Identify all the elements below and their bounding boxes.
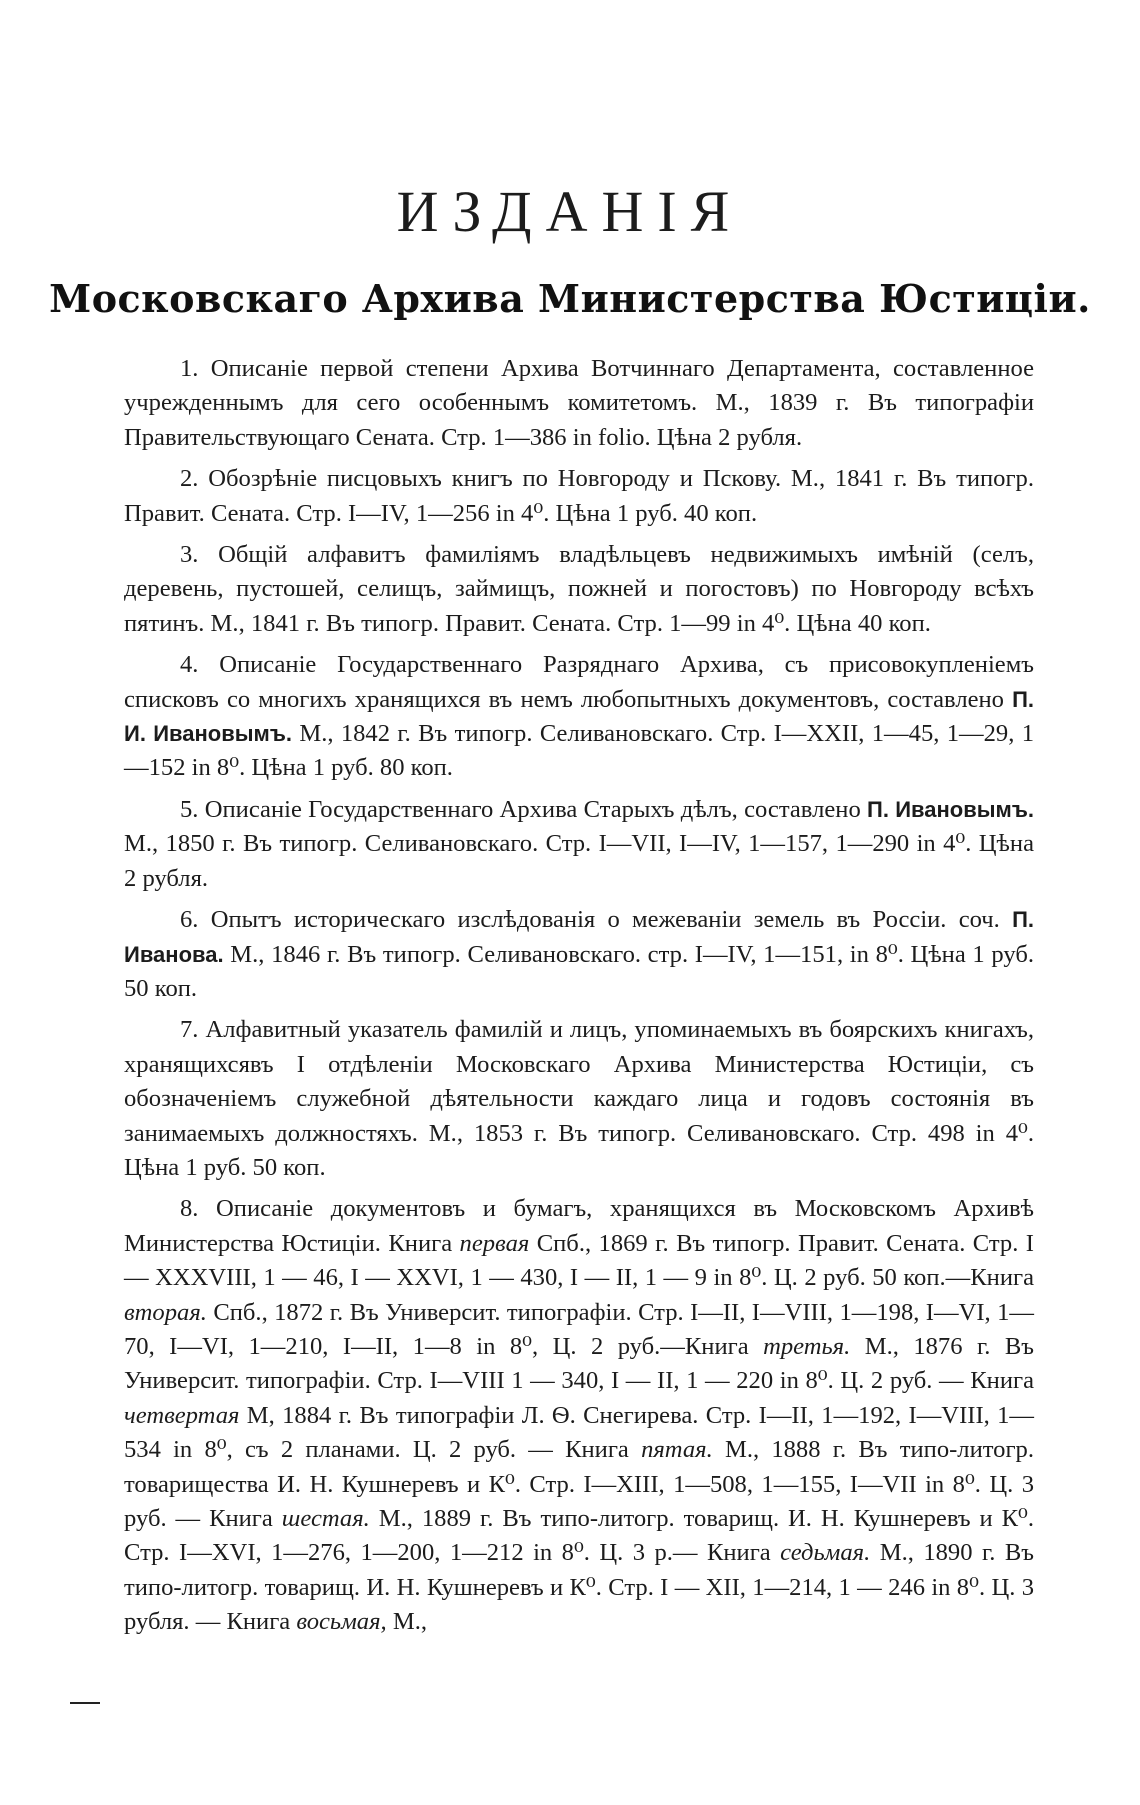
footer-dash-mark [70, 1702, 100, 1704]
entries-list [124, 352, 1034, 1647]
entry-3 [124, 538, 1034, 641]
entry-text-part: М., 1890 г. Въ типо-литогр. товарищ. И. Н. Кушнеревъ и К⁰. Стр. I — XII, 1—214, 1 — 246 in 8⁰. Ц. 3 рубля. — Книга [124, 1539, 1034, 1636]
entry-number: 5. [180, 795, 199, 823]
entry-text-after: М., 1850 г. Въ типогр. Селивановскаго. Стр. I—VII, I—IV, 1—157, 1—290 in 4⁰. Цѣна 2 рубля. [124, 830, 1034, 892]
book-volume-name: пятая. [641, 1436, 713, 1464]
page-title: ИЗДАНІЯ [396, 179, 744, 244]
entry-text-part: М, 1884 г. Въ типографіи Л. Ѳ. Снегирева. Стр. I—II, 1—192, I—VIII, 1—534 in 8⁰, съ 2 планами. Ц. 2 руб. — Книга [124, 1401, 1034, 1464]
entry-number: 7. [180, 1016, 199, 1044]
entry-6 [124, 903, 1034, 1006]
entry-text: Описаніе первой степени Архива Вотчиннаго Департамента, составленное учрежденнымъ для сего особеннымъ комитетомъ. М., 1839 г. Въ типографіи Правительствующаго Сената. Стр. 1—386 in folio. Цѣна 2 рубля. [124, 355, 1035, 451]
entry-text-after: М., 1846 г. Въ типогр. Селивановскаго. стр. I—IV, 1—151, in 8⁰. Цѣна 1 руб. 50 коп. [124, 940, 1035, 1002]
book-volume-name: шестая. [281, 1505, 370, 1532]
entry-author: П. Ивановымъ. [867, 796, 1034, 822]
book-volume-name: седьмая. [780, 1539, 871, 1567]
entry-text: Обозрѣніе писцовыхъ книгъ по Новгороду и Пскову. М., 1841 г. Въ типогр. Правит. Сената. Стр. I—IV, 1—256 in 4⁰. Цѣна 1 руб. 40 коп. [124, 465, 1034, 527]
book-volume-name: вторая. [124, 1298, 207, 1326]
entry-text-part: М., [392, 1608, 428, 1636]
entry-author: П. Иванова. [124, 907, 1035, 967]
entry-2 [124, 462, 1034, 531]
entry-text-part: М., 1889 г. Въ типо-литогр. товарищ. И. Н. Кушнеревъ и К⁰. Стр. I—XVI, 1—276, 1—200, 1—212 in 8⁰. Ц. 3 р.— Книга [124, 1505, 1035, 1567]
entry-7 [124, 1013, 1034, 1185]
entry-text-before: Описаніе Государственнаго Архива Старыхъ дѣлъ, составлено [204, 795, 861, 823]
entry-text: Алфавитный указатель фамилій и лицъ, упоминаемыхъ въ боярскихъ книгахъ, хранящихсявъ I отдѣленіи Московскаго Архива Министерства Юстиціи, съ обозначеніемъ служебной дѣятельности каждаго лица и годовъ состоянія въ занимаемыхъ должностяхъ. М., 1853 г. Въ типогр. Селивановскаго. Стр. 498 in 4⁰. Цѣна 1 руб. 50 коп. [124, 1016, 1034, 1181]
entry-number: 1. [180, 355, 199, 382]
entry-text-part: Спб., 1869 г. Въ типогр. Правит. Сената. Стр. I — XXXVIII, 1 — 46, I — XXVI, 1 — 430, I — II, 1 — 9 in 8⁰. Ц. 2 руб. 50 коп.—Книга [124, 1229, 1034, 1292]
book-volume-name: восьмая, [296, 1608, 387, 1636]
entry-number: 8. [180, 1195, 199, 1223]
entry-5 [124, 793, 1034, 896]
book-volume-name: первая [459, 1229, 530, 1257]
book-volume-name: третья. [763, 1332, 851, 1360]
entry-text-after: М., 1842 г. Въ типогр. Селивановскаго. Стр. I—XXII, 1—45, 1—29, 1—152 in 8⁰. Цѣна 1 руб. 80 коп. [124, 720, 1034, 782]
entry-text-part: М., 1888 г. Въ типо-литогр. товарищества И. Н. Кушнеревъ и К⁰. Стр. I—XIII, 1—508, 1—155, I—VII in 8⁰. Ц. 3 руб. — Книга [124, 1436, 1034, 1532]
entry-number: 6. [180, 906, 199, 934]
entry-text-part: Описаніе документовъ и бумагъ, хранящихся въ Московскомъ Архивѣ Министерства Юстиціи. Книга [124, 1195, 1034, 1257]
entry-1 [124, 352, 1034, 455]
entry-number: 4. [180, 651, 199, 679]
entry-text-before: Описаніе Государственнаго Разряднаго Архива, съ присовокупленіемъ списковъ со многихъ хранящихся въ немъ любопытныхъ документовъ, составлено [124, 651, 1035, 713]
entry-text-part: М., 1876 г. Въ Университ. типографіи. Стр. I—VIII 1 — 340, I — II, 1 — 220 in 8⁰. Ц. 2 руб. — Книга [124, 1332, 1034, 1395]
entry-8 [124, 1192, 1034, 1639]
book-volume-name: четвертая [124, 1401, 240, 1429]
entry-author: П. И. Ивановымъ. [124, 686, 1034, 747]
entry-number: 3. [180, 541, 199, 569]
entry-text-part: Спб., 1872 г. Въ Университ. типографіи. Стр. I—II, I—VIII, 1—198, I—VI, 1—70, I—VI, 1—210, I—II, 1—8 in 8⁰, Ц. 2 руб.—Книга [124, 1298, 1034, 1360]
entry-number: 2. [180, 465, 199, 493]
entry-text: Общій алфавитъ фамиліямъ владѣльцевъ недвижимыхъ имѣній (селъ, деревень, пустошей, селищъ, займищъ, пожней и погостовъ) по Новгороду всѣхъ пятинъ. М., 1841 г. Въ типогр. Правит. Сената. Стр. 1—99 in 4⁰. Цѣна 40 коп. [124, 541, 1034, 637]
page-subtitle: Московскаго Архива Министерства Юстиціи. [49, 276, 1091, 321]
entry-4 [124, 648, 1034, 786]
entry-text-before: Опытъ историческаго изслѣдованія о межеваніи земель въ Россіи. соч. [210, 906, 1000, 934]
